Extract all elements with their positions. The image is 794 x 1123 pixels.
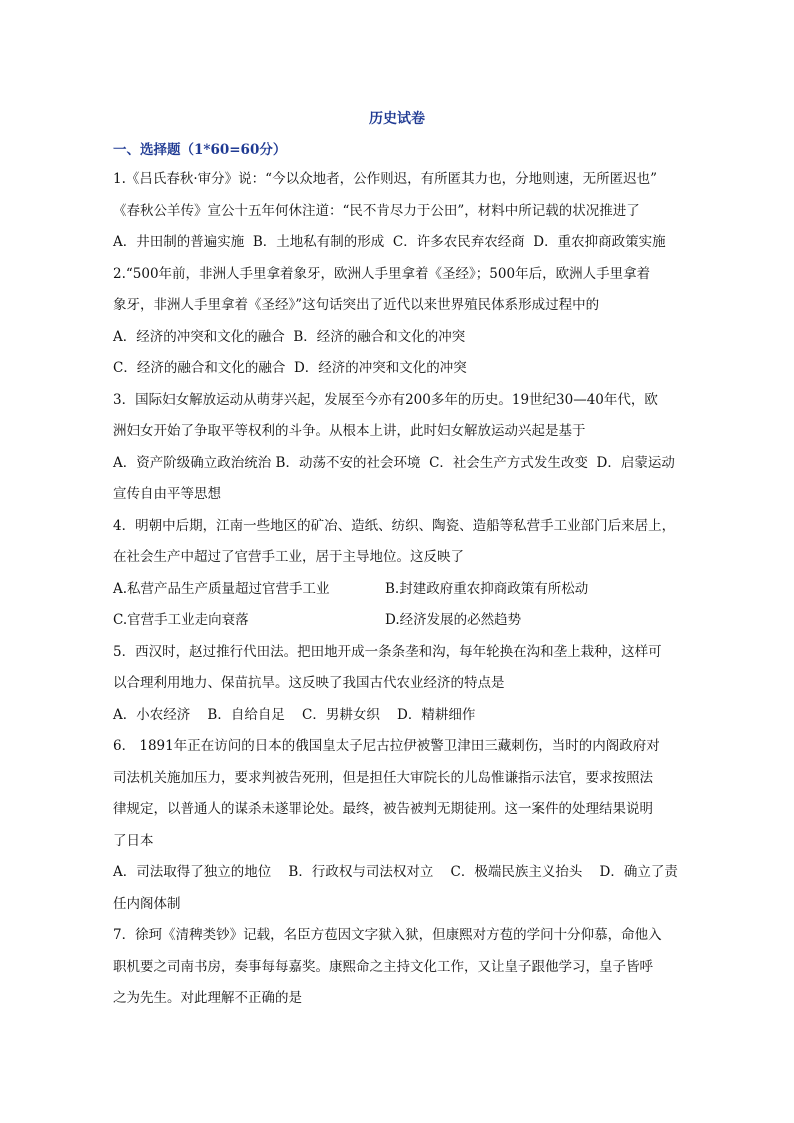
page-title: 历史试卷	[369, 111, 425, 127]
question-7	[113, 920, 681, 1015]
option-a[interactable]: A.私营产品生产质量超过官营手工业	[113, 580, 330, 597]
question-5	[113, 637, 681, 732]
option-c[interactable]: C.官营手工业走向衰落	[113, 612, 249, 628]
question-stem-line: 在社会生产中超过了官营手工业，居于主导地位。这反映了	[113, 549, 464, 565]
question-6	[113, 731, 681, 920]
option-d[interactable]: D.经济发展的必然趋势	[385, 612, 522, 628]
question-options	[113, 322, 681, 385]
question-stem-line: 洲妇女开始了争取平等权利的斗争。从根本上讲，此时妇女解放运动兴起是基于	[113, 423, 586, 439]
question-options	[113, 227, 681, 259]
question-stem-line: 4．明朝中后期，江南一些地区的矿冶、造纸、纺织、陶瓷、造船等私营手工业部门后来居上，	[113, 517, 676, 534]
question-options	[113, 448, 681, 511]
option-a[interactable]: A．资产阶级确立政治统治	[113, 454, 272, 471]
option-c[interactable]: C．许多农民弃农经商	[392, 234, 525, 250]
question-4	[113, 511, 681, 637]
option-d[interactable]: D．启蒙运动宣传自由平等思想	[113, 454, 675, 502]
option-a[interactable]: A．井田制的普遍实施	[113, 234, 245, 250]
option-c[interactable]: C．极端民族主义抬头	[450, 864, 583, 880]
question-stem-line: 律规定，以普通人的谋杀未遂罪论处。最终，被告被判无期徒刑。这一案件的处理结果说明	[113, 801, 653, 817]
exam-page	[113, 96, 681, 1015]
option-b[interactable]: B．自给自足	[207, 706, 285, 723]
question-1	[113, 164, 681, 259]
option-a[interactable]: A．小农经济	[113, 706, 191, 723]
question-options	[113, 700, 681, 732]
question-stem-line: 象牙，非洲人手里拿着《圣经》”这句话突出了近代以来世界殖民体系形成过程中的	[113, 297, 600, 313]
question-stem-line: 1.《吕氏春秋·审分》说：“今以众地者，公作则迟，有所匿其力也，分地则速，无所匿迟也”	[113, 171, 657, 187]
option-c[interactable]: C．社会生产方式发生改变	[429, 454, 588, 471]
option-c[interactable]: C．经济的融合和文化的融合	[113, 360, 286, 376]
question-stem-line: 6． 1891年正在访问的日本的俄国皇太子尼古拉伊被警卫津田三藏刺伤，当时的内阁政府对	[113, 738, 660, 754]
question-stem-line: 职机要之司南书房，奏事每每嘉奖。康熙命之主持文化工作，又让皇子跟他学习，皇子皆呼	[113, 958, 653, 975]
question-options	[113, 574, 681, 637]
question-stem-line: 5．西汉时，赵过推行代田法。把田地开成一条条垄和沟，每年轮换在沟和垄上栽种，这样可	[113, 643, 662, 660]
option-a[interactable]: A．经济的冲突和文化的融合	[113, 328, 285, 345]
option-b[interactable]: B．经济的融合和文化的冲突	[293, 328, 466, 345]
question-stem-line: 2.“500年前，非洲人手里拿着象牙，欧洲人手里拿着《圣经》；500年后，欧洲人手里拿着	[113, 265, 651, 282]
question-stem-line: 以合理利用地力、保苗抗旱。这反映了我国古代农业经济的特点是	[113, 675, 505, 691]
option-b[interactable]: B.封建政府重农抑商政策有所松动	[385, 580, 589, 597]
question-stem-line: 之为先生。对此理解不正确的是	[113, 990, 302, 1006]
question-options	[113, 857, 681, 920]
option-d[interactable]: D．确立了责任内阁体制	[113, 864, 678, 912]
option-b[interactable]: B．土地私有制的形成	[252, 234, 385, 250]
question-stem-line: 3．国际妇女解放运动从萌芽兴起，发展至今亦有200多年的历史。19世纪30—40年代，欧	[113, 391, 658, 408]
question-stem-line: 司法机关施加压力，要求判被告死刑，但是担任大审院长的儿岛惟谦指示法官，要求按照法	[113, 769, 653, 786]
option-c[interactable]: C．男耕女织	[302, 706, 380, 723]
question-stem-line: 《春秋公羊传》宣公十五年何休注道：“民不肯尽力于公田”，材料中所记载的状况推进了	[113, 202, 640, 219]
question-2	[113, 259, 681, 385]
option-d[interactable]: D．重农抑商政策实施	[533, 234, 666, 250]
question-3	[113, 385, 681, 511]
option-a[interactable]: A．司法取得了独立的地位	[113, 864, 272, 880]
question-stem-line: 7．徐珂《清稗类钞》记载，名臣方苞因文字狱入狱，但康熙对方苞的学问十分仰慕，命他入	[113, 927, 662, 943]
option-b[interactable]: B．行政权与司法权对立	[288, 864, 434, 880]
section-heading: 一、选择题（1*60=60分）	[113, 142, 287, 158]
option-d[interactable]: D．经济的冲突和文化的冲突	[293, 360, 467, 376]
question-stem-line: 了日本	[113, 832, 154, 849]
option-d[interactable]: D．精耕细作	[397, 706, 476, 723]
option-b[interactable]: B．动荡不安的社会环境	[275, 454, 421, 471]
